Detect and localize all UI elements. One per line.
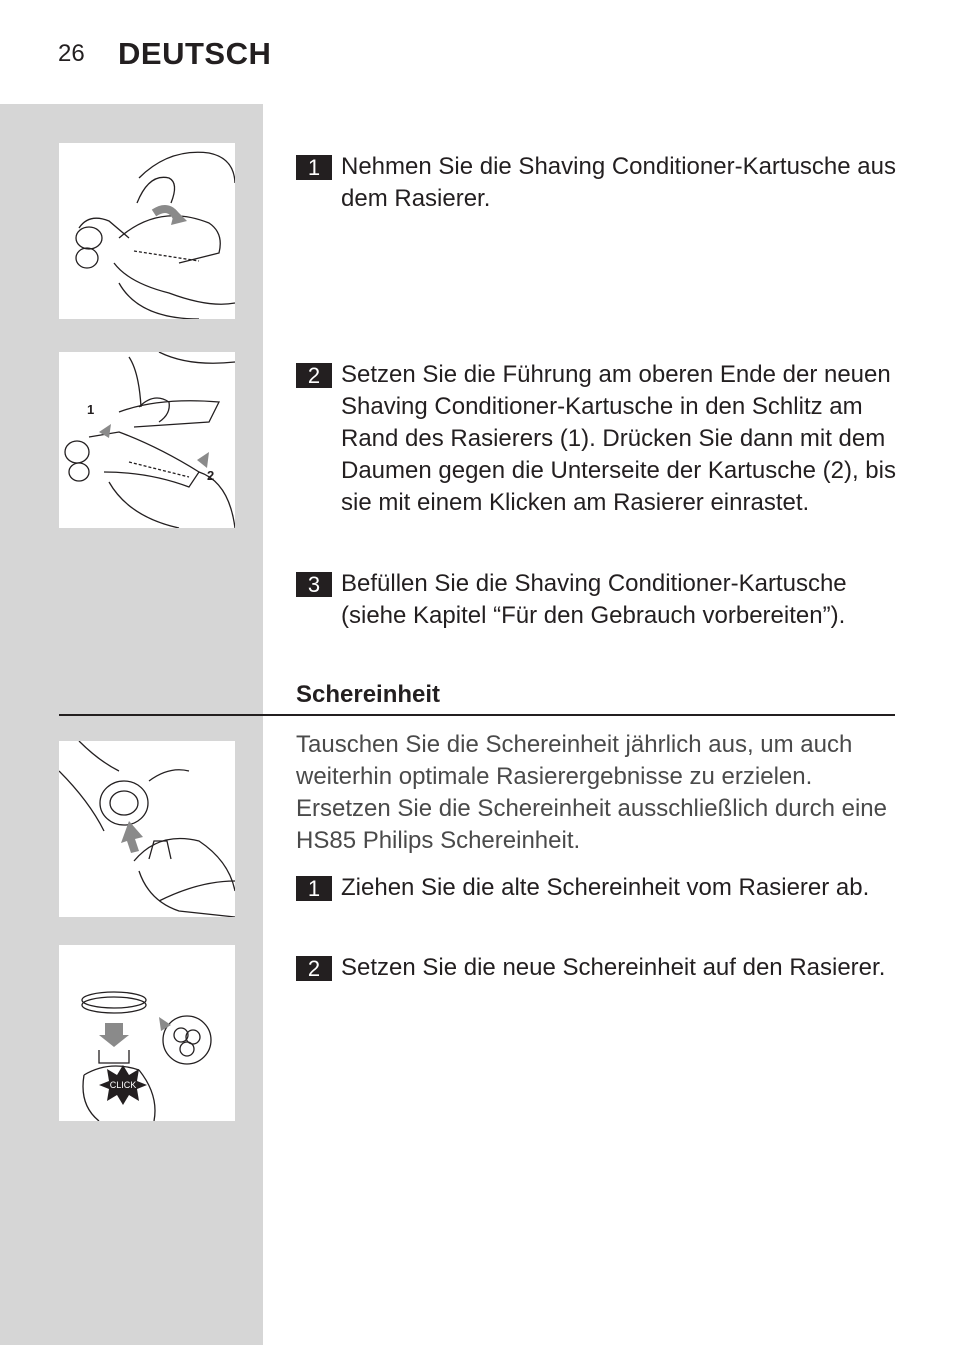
step-text: Ziehen Sie die alte Schereinheit vom Rasierer ab. xyxy=(341,874,870,901)
illustration-attach-unit-icon xyxy=(59,945,235,1121)
step-number-badge: 1 xyxy=(296,876,332,901)
figure-remove-shaving-unit xyxy=(59,741,235,917)
illustration-hands-shaver-icon xyxy=(59,143,235,319)
section-language-title: DEUTSCH xyxy=(118,36,272,71)
step-1-remove-unit xyxy=(296,872,896,904)
step-text: Setzen Sie die neue Schereinheit auf den Rasierer. xyxy=(341,954,886,981)
step-text: Nehmen Sie die Shaving Conditioner-Kartusche aus dem Rasierer. xyxy=(341,153,896,212)
step-2-insert-cartridge xyxy=(296,359,896,519)
figure-label-2: 2 xyxy=(207,468,215,483)
step-2-attach-unit xyxy=(296,952,896,984)
step-text: Setzen Sie die Führung am oberen Ende der neuen Shaving Conditioner-Kartusche in den Schlitz am Rand des Rasierers (1). Drücken Sie dann mit dem Daumen gegen die Unterseite der Kartusche (2), bis sie mit einem Klicken am Rasierer einrastet. xyxy=(341,361,896,516)
step-text: Befüllen Sie die Shaving Conditioner-Kartusche (siehe Kapitel “Für den Gebrauch vorbereiten”). xyxy=(341,570,847,629)
figure-attach-shaving-unit xyxy=(59,945,235,1121)
illustration-insert-icon xyxy=(59,352,235,528)
click-label: CLICK xyxy=(109,1080,137,1090)
figure-pointer-1 xyxy=(235,140,263,162)
figure-label-1: 1 xyxy=(87,402,95,417)
section-divider xyxy=(59,714,895,716)
figure-pointer-4 xyxy=(235,945,263,967)
illustration-pull-unit-icon xyxy=(59,741,235,917)
section-heading-schereinheit: Schereinheit xyxy=(296,681,441,708)
figure-pointer-2 xyxy=(235,348,263,370)
step-3-fill-cartridge xyxy=(296,568,896,632)
figure-pointer-3 xyxy=(235,735,263,757)
step-number-badge: 2 xyxy=(296,956,332,981)
step-1-remove-cartridge xyxy=(296,151,896,215)
step-number-badge: 3 xyxy=(296,572,332,597)
step-number-badge: 1 xyxy=(296,155,332,180)
step-number-badge: 2 xyxy=(296,363,332,388)
figure-remove-cartridge xyxy=(59,143,235,319)
figure-insert-cartridge xyxy=(59,352,235,528)
page-number: 26 xyxy=(58,40,85,67)
section-intro-text: Tauschen Sie die Schereinheit jährlich aus, um auch weiterhin optimale Rasierergebnisse zu erzielen. Ersetzen Sie die Schereinheit ausschließlich durch eine HS85 Philips Schereinheit. xyxy=(296,731,887,854)
